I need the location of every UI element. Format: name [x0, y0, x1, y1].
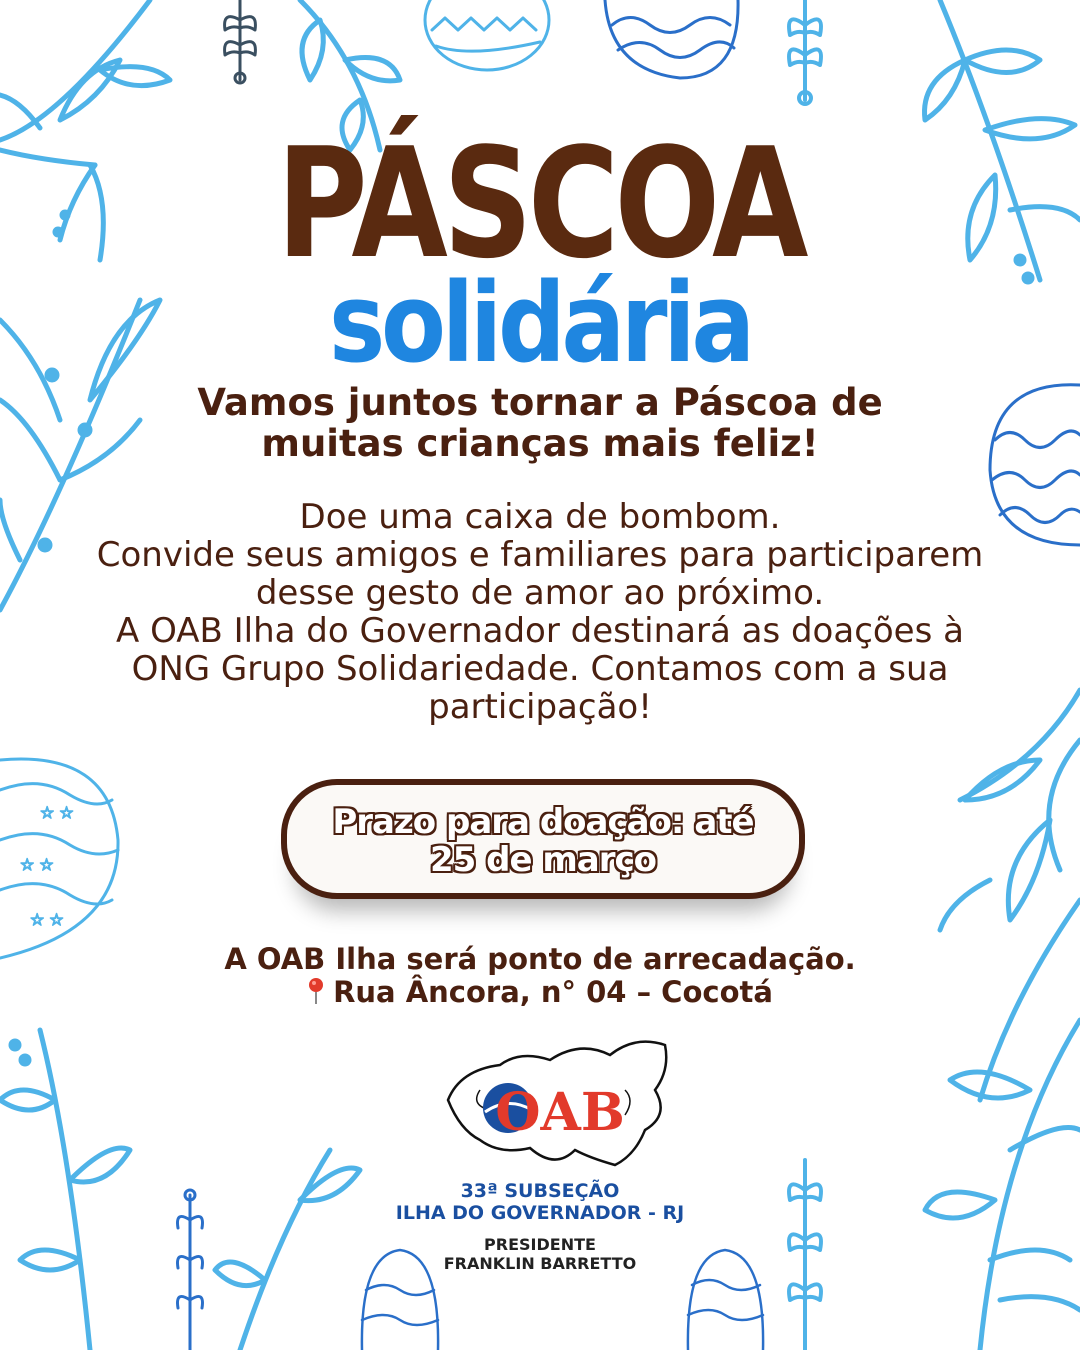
title-solidaria: solidária	[329, 259, 751, 387]
svg-text:☆ ☆: ☆ ☆	[40, 803, 74, 822]
title-pascoa: PÁSCOA	[276, 115, 804, 292]
deadline-line: Prazo para doação: até	[332, 802, 754, 842]
body-line: Doe uma caixa de bombom.	[299, 497, 781, 537]
leaf-branch-icon	[789, 0, 821, 104]
easter-egg-icon	[0, 759, 118, 958]
address-text: Rua Âncora, n° 04 – Cocotá	[333, 975, 773, 1009]
headline-line: Vamos juntos tornar a Páscoa de	[197, 381, 883, 424]
collection-point	[0, 943, 1080, 1009]
leaf-branch-icon	[940, 690, 1080, 1100]
body-line: desse gesto de amor ao próximo.	[255, 573, 825, 613]
president	[0, 1235, 1080, 1273]
headline	[0, 382, 1080, 464]
deadline-line: 25 de março	[429, 840, 657, 880]
oab-logo-icon	[440, 1030, 680, 1180]
body-line: Convide seus amigos e familiares para participarem	[96, 535, 984, 575]
body-line: A OAB Ilha do Governador destinará as doações à	[116, 611, 964, 651]
subsection-number: 33ª SUBSEÇÃO	[460, 1180, 620, 1202]
body-line: ONG Grupo Solidariedade. Contamos com a sua	[131, 649, 949, 689]
president-label: PRESIDENTE	[484, 1235, 596, 1254]
subsection	[0, 1180, 1080, 1224]
president-name: FRANKLIN BARRETTO	[443, 1254, 637, 1273]
headline-line: muitas crianças mais feliz!	[261, 422, 819, 465]
deadline-badge	[281, 779, 805, 899]
easter-egg-icon	[425, 0, 549, 70]
body-line: participação!	[428, 687, 652, 727]
easter-egg-icon	[605, 0, 738, 78]
subsection-name: ILHA DO GOVERNADOR - RJ	[395, 1202, 685, 1224]
address-line	[0, 976, 1080, 1009]
leaf-branch-icon	[225, 0, 256, 83]
svg-text:☆ ☆: ☆ ☆	[30, 910, 64, 929]
collection-point-line: A OAB Ilha será ponto de arrecadação.	[224, 942, 856, 976]
svg-text:☆ ☆: ☆ ☆	[20, 855, 54, 874]
oab-logo-text: OAB	[495, 1082, 625, 1143]
body-text	[0, 498, 1080, 726]
deadline-text	[287, 803, 799, 879]
map-pin-icon	[307, 977, 325, 1005]
